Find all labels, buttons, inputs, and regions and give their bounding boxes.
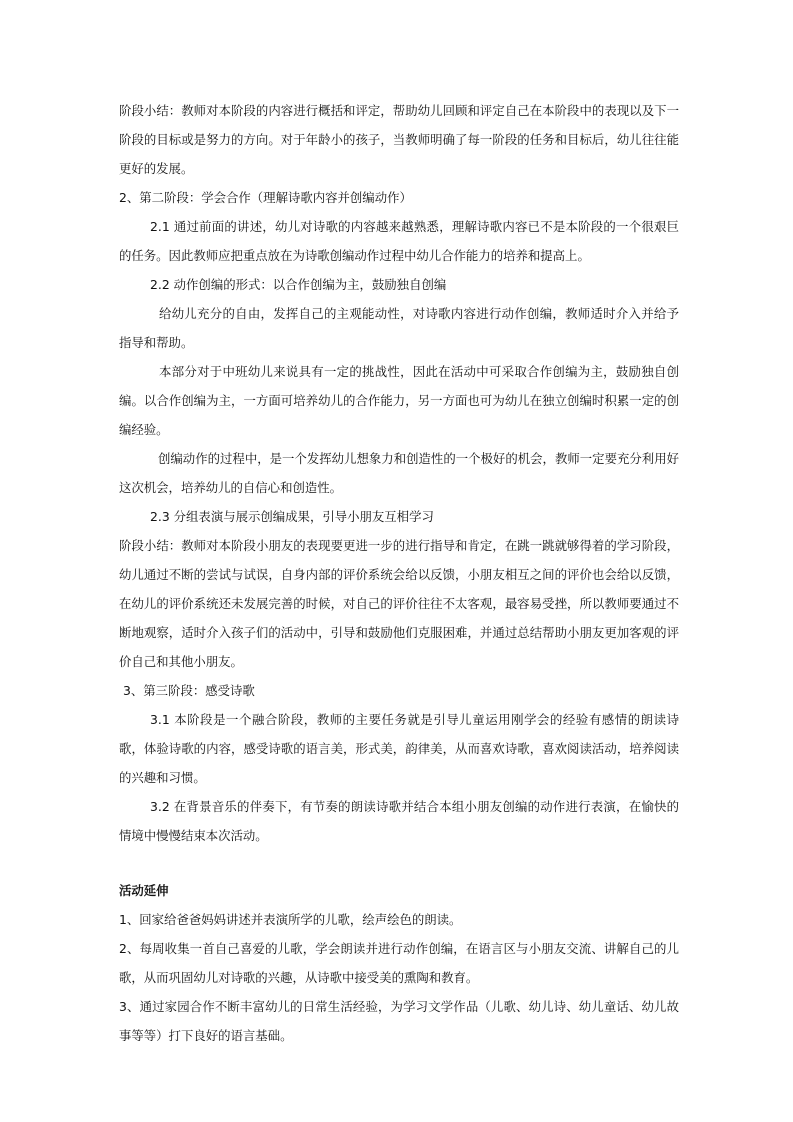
stage-summary-1: 阶段小结：教师对本阶段的内容进行概括和评定，帮助幼儿回顾和评定自己在本阶段中的表现以及下一阶段的目标或是努力的方向。对于年龄小的孩子，当教师明确了每一阶段的任务和目标后，幼儿往往能更好的发展。 [119, 103, 679, 176]
stage-summary-2: 阶段小结：教师对本阶段小朋友的表现要更进一步的进行指导和肯定，在跳一跳就够得着的学习阶段，幼儿通过不断的尝试与试误，自身内部的评价系统会给以反馈，小朋友相互之间的评价也会给以反馈，在幼儿的评价系统还未发展完善的时候，对自己的评价往往不太客观，最容易受挫，所以教师要通过不断地观察，适时介入孩子们的活动中，引导和鼓励他们克服困难，并通过总结帮助小朋友更加客观的评价自己和其他小朋友。 [119, 538, 679, 669]
stage-3-heading: 3、第三阶段：感受诗歌 [123, 683, 255, 698]
extension-item-3: 3、通过家园合作不断丰富幼儿的日常生活经验，为学习文学作品（儿歌、幼儿诗、幼儿童话、幼儿故事等等）打下良好的语言基础。 [119, 999, 679, 1043]
document-body [119, 96, 679, 1050]
stage-2-heading: 2、第二阶段：学会合作（理解诗歌内容并创编动作） [119, 190, 412, 205]
section-spacer [119, 850, 679, 876]
section-3-1: 3.1 本阶段是一个融合阶段，教师的主要任务就是引导儿童运用刚学会的经验有感情的朗读诗歌，体验诗歌的内容，感受诗歌的语言美，形式美，韵律美，从而喜欢诗歌，喜欢阅读活动，培养阅读的兴趣和习惯。 [119, 712, 679, 785]
section-2-2-para-1: 给幼儿充分的自由，发挥自己的主观能动性，对诗歌内容进行动作创编，教师适时介入并给予指导和帮助。 [119, 306, 679, 350]
extension-heading: 活动延伸 [119, 883, 169, 898]
section-2-2-heading: 2.2 动作创编的形式：以合作创编为主，鼓励独自创编 [150, 277, 447, 292]
section-3-2: 3.2 在背景音乐的伴奏下，有节奏的朗读诗歌并结合本组小朋友创编的动作进行表演，在愉快的情境中慢慢结束本次活动。 [119, 799, 679, 843]
extension-item-1: 1、回家给爸爸妈妈讲述并表演所学的儿歌，绘声绘色的朗读。 [119, 912, 462, 927]
section-2-2-para-2: 本部分对于中班幼儿来说具有一定的挑战性，因此在活动中可采取合作创编为主，鼓励独自创编。以合作创编为主，一方面可培养幼儿的合作能力，另一方面也可为幼儿在独立创编时积累一定的创编经验。 [119, 364, 679, 437]
extension-item-2: 2、每周收集一首自己喜爱的儿歌，学会朗读并进行动作创编，在语言区与小朋友交流、讲解自己的儿歌，从而巩固幼儿对诗歌的兴趣，从诗歌中接受美的熏陶和教育。 [119, 941, 679, 985]
section-2-3-heading: 2.3 分组表演与展示创编成果，引导小朋友互相学习 [150, 509, 434, 524]
section-2-2-para-3: 创编动作的过程中，是一个发挥幼儿想象力和创造性的一个极好的机会，教师一定要充分利用好这次机会，培养幼儿的自信心和创造性。 [119, 451, 679, 495]
section-2-1: 2.1 通过前面的讲述，幼儿对诗歌的内容越来越熟悉，理解诗歌内容已不是本阶段的一个很艰巨的任务。因此教师应把重点放在为诗歌创编动作过程中幼儿合作能力的培养和提高上。 [119, 219, 679, 263]
